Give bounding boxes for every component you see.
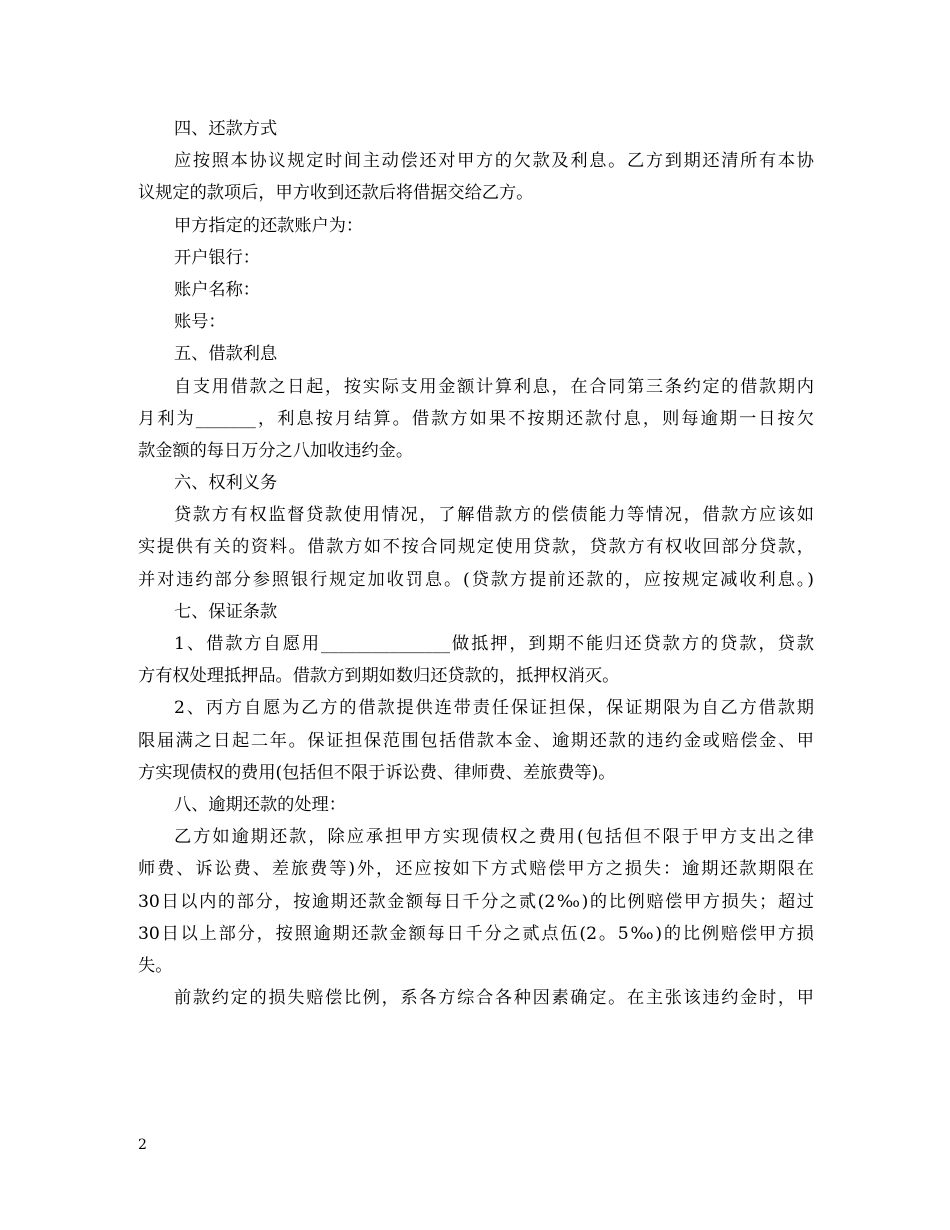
page-number: 2	[138, 1137, 147, 1153]
text-line: 账号：	[174, 312, 226, 333]
text-line: 实提供有关的资料。借款方如不按合同规定使用贷款，贷款方有权收回部分贷款，	[138, 537, 814, 558]
text-line: 议规定的款项后，甲方收到还款后将借据交给乙方。	[138, 183, 534, 204]
text-line: 八、逾期还款的处理：	[174, 794, 346, 815]
text-line: 账户名称：	[174, 279, 260, 300]
text-line: 师费、诉讼费、差旅费等)外，还应按如下方式赔偿甲方之损失：逾期还款期限在	[138, 859, 814, 880]
text-line: 自支用借款之日起，按实际支用金额计算利息，在合同第三条约定的借款期内	[174, 376, 814, 397]
text-line: 30日以内的部分，按逾期还款金额每日千分之贰(2‰)的比例赔偿甲方损失；超过	[138, 891, 814, 912]
text-line: 月利为_______，利息按月结算。借款方如果不按期还款付息，则每逾期一日按欠	[138, 408, 814, 429]
text-line: 前款约定的损失赔偿比例，系各方综合各种因素确定。在主张该违约金时，甲	[174, 988, 814, 1009]
text-line: 贷款方有权监督贷款使用情况，了解借款方的偿债能力等情况，借款方应该如	[174, 505, 814, 526]
document-body	[138, 113, 814, 1014]
text-line: 乙方如逾期还款，除应承担甲方实现债权之费用(包括但不限于甲方支出之律	[174, 827, 814, 848]
text-line: 限届满之日起二年。保证担保范围包括借款本金、逾期还款的违约金或赔偿金、甲	[138, 730, 814, 751]
text-line: 五、借款利息	[174, 344, 278, 365]
text-line: 甲方指定的还款账户为：	[174, 215, 364, 236]
text-line: 30日以上部分，按照逾期还款金额每日千分之贰点伍(2。5‰)的比例赔偿甲方损	[138, 923, 814, 944]
text-line: 款金额的每日万分之八加收违约金。	[138, 440, 414, 461]
text-line: 并对违约部分参照银行规定加收罚息。(贷款方提前还款的，应按规定减收利息。)	[138, 569, 814, 590]
text-line: 七、保证条款	[174, 601, 278, 622]
text-line: 六、权利义务	[174, 473, 278, 494]
text-line: 2、丙方自愿为乙方的借款提供连带责任保证担保，保证期限为自乙方借款期	[174, 698, 814, 719]
text-line: 方实现债权的费用(包括但不限于诉讼费、律师费、差旅费等)。	[138, 762, 616, 783]
text-line: 应按照本协议规定时间主动偿还对甲方的欠款及利息。乙方到期还清所有本协	[174, 151, 814, 172]
text-line: 1、借款方自愿用_______________做抵押，到期不能归还贷款方的贷款，贷款	[174, 634, 814, 654]
text-line: 四、还款方式	[174, 119, 278, 139]
text-line: 方有权处理抵押品。借款方到期如数归还贷款的，抵押权消灭。	[138, 666, 620, 687]
text-line: 开户银行：	[174, 247, 260, 268]
text-line: 失。	[138, 955, 173, 976]
